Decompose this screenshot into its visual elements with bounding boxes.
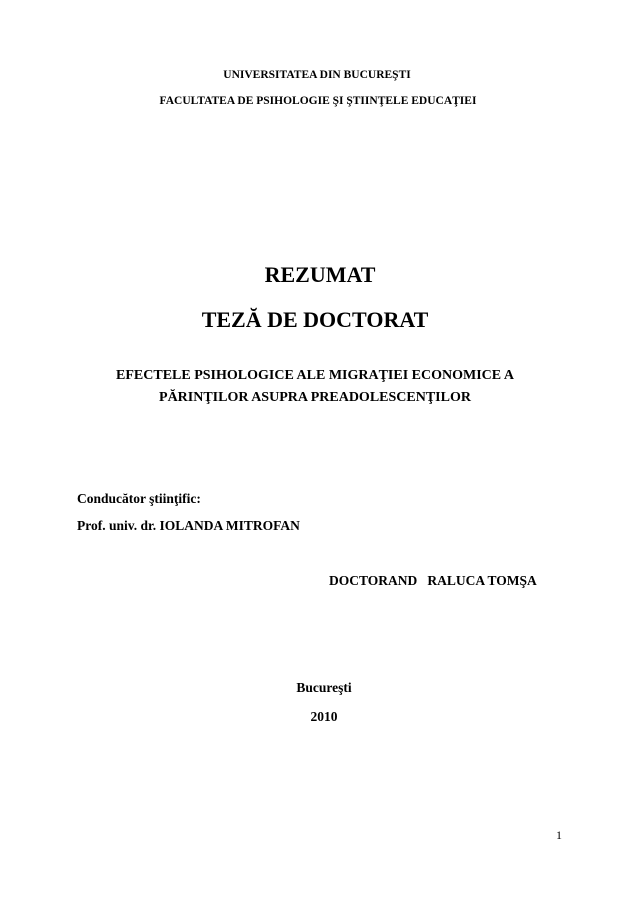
document-title: REZUMAT (264, 262, 376, 287)
supervisor-name: Prof. univ. dr. IOLANDA MITROFAN (77, 518, 300, 533)
candidate-name: DOCTORAND RALUCA TOMŞA (329, 573, 537, 588)
year: 2010 (310, 709, 338, 724)
thesis-subject-line-1: EFECTELE PSIHOLOGICE ALE MIGRAŢIEI ECONOMICE A (116, 368, 514, 383)
page-number: 1 (556, 828, 562, 842)
document-subtitle: TEZĂ DE DOCTORAT (201, 307, 429, 332)
thesis-subject-line-2: PĂRINŢILOR ASUPRA PREADOLESCENŢILOR (159, 390, 471, 405)
supervisor-label: Conducător ştiinţific: (77, 491, 201, 506)
city: Bucureşti (296, 680, 352, 695)
university-name: UNIVERSITATEA DIN BUCUREŞTI (223, 69, 411, 81)
faculty-name: FACULTATEA DE PSIHOLOGIE ŞI ŞTIINŢELE EDUCAŢIEI (159, 95, 477, 107)
